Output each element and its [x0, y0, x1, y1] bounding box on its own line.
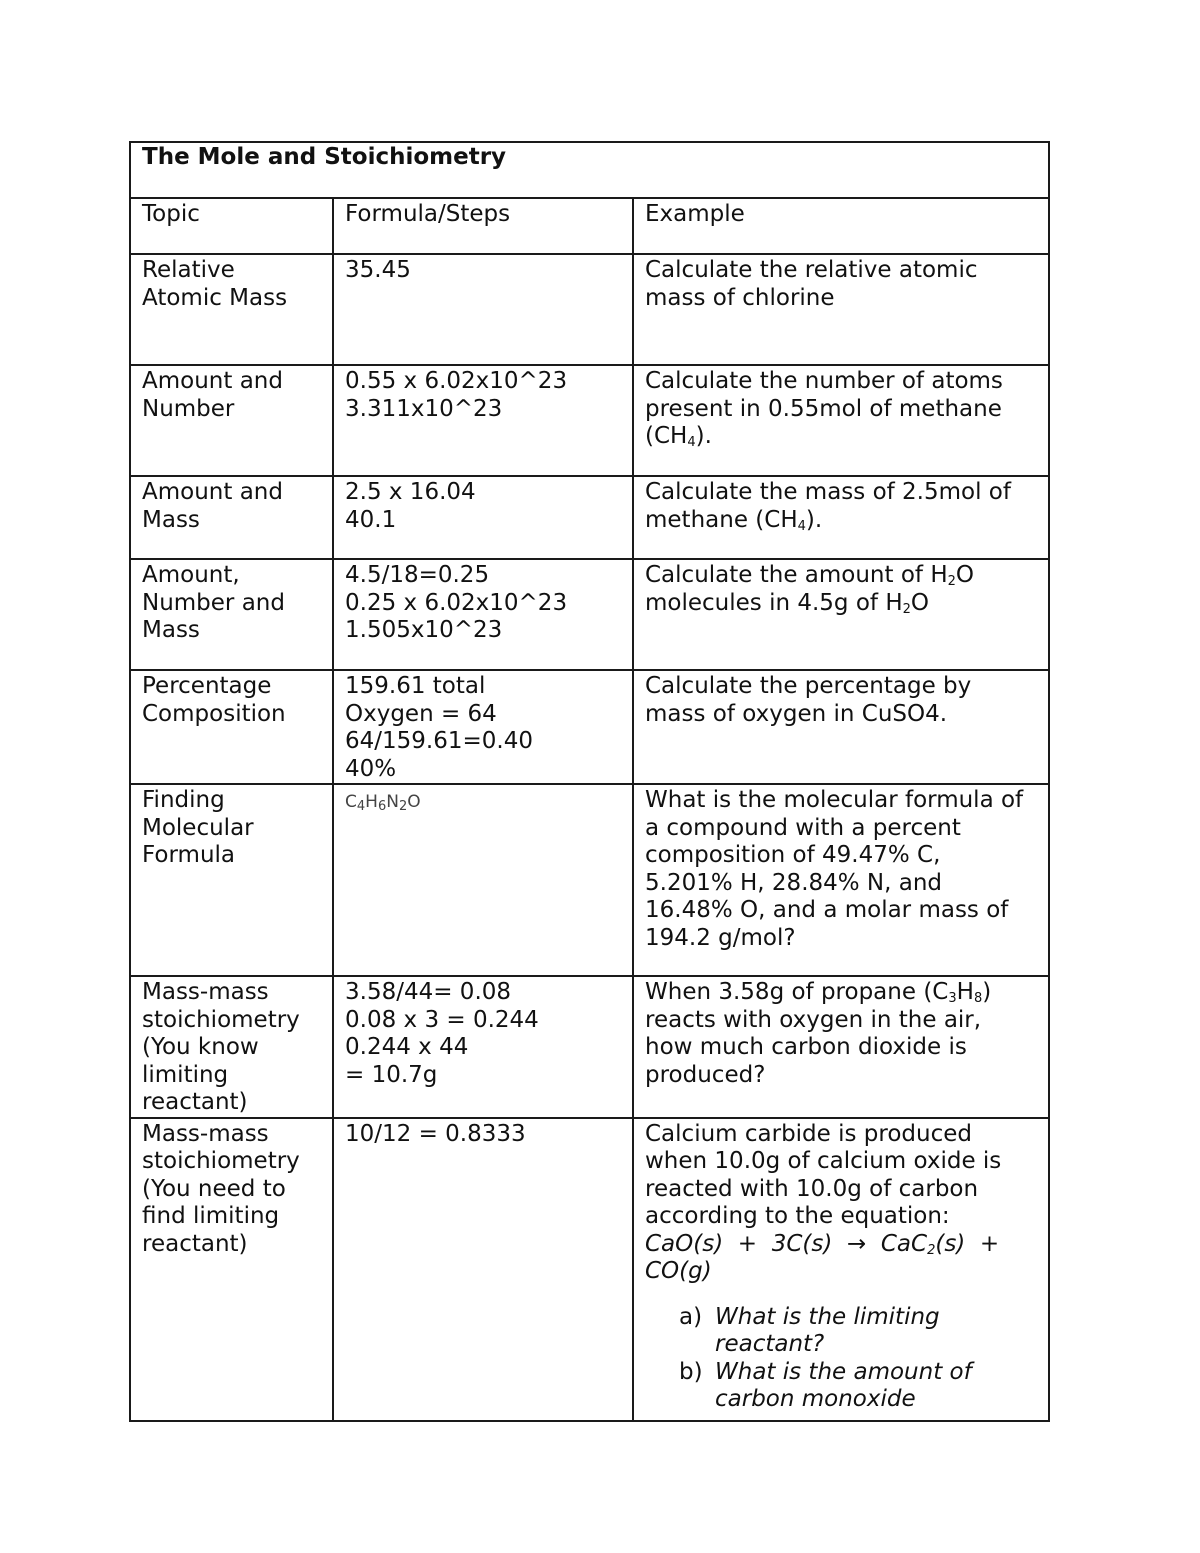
table-title: The Mole and Stoichiometry: [130, 142, 1049, 198]
table-row: [130, 1118, 1049, 1421]
list-item: a) What is the limiting reactant?: [679, 1303, 940, 1357]
formula-cell: 3.58/44= 0.08 0.08 x 3 = 0.244 0.244 x 44 = 10.7g: [333, 976, 633, 1118]
example-cell: Calculate the relative atomic mass of chlorine: [633, 254, 1049, 365]
topic-cell: Amount, Number and Mass: [130, 559, 333, 670]
header-topic: Topic: [130, 198, 333, 254]
stoichiometry-table: [129, 141, 1050, 1422]
topic-cell: Percentage Composition: [130, 670, 333, 784]
table-row: [130, 254, 1049, 365]
topic-cell: Amount and Mass: [130, 476, 333, 559]
formula-cell: [333, 784, 633, 976]
header-example: Example: [633, 198, 1049, 254]
example-cell: When 3.58g of propane $(C_3H_8)$ reacts with oxygen in the air, how much carbon dioxide is produced?: [633, 976, 1049, 1118]
topic-cell: Relative Atomic Mass: [130, 254, 333, 365]
formula-cell: 0.55 x 6.02x10^23 3.311x10^23: [333, 365, 633, 476]
formula-cell: 159.61 total Oxygen = 64 64/159.61=0.40 40%: [333, 670, 633, 784]
table-row: [130, 476, 1049, 559]
example-cell: What is the molecular formula of a compound with a percent composition of 49.47% C, 5.201% H, 28.84% N, and 16.48% O, and a molar mass of 194.2 g/mol?: [633, 784, 1049, 976]
formula-cell: 35.45: [333, 254, 633, 365]
formula-cell: 4.5/18=0.25 0.25 x 6.02x10^23 1.505x10^23: [333, 559, 633, 670]
table-row: [130, 976, 1049, 1118]
topic-cell: Amount and Number: [130, 365, 333, 476]
chemical-equation: CaO(s) + 3C(s) → CaC$_2$(s) +: [645, 1230, 1000, 1258]
topic-cell: Mass-mass stoichiometry (You need to find limiting reactant): [130, 1118, 333, 1421]
example-cell: Calculate the mass of 2.5mol of methane $(CH_4)$.: [633, 476, 1049, 559]
example-cell: Calculate the percentage by mass of oxygen in CuSO4.: [633, 670, 1049, 784]
table-row: [130, 670, 1049, 784]
formula-cell: 10/12 = 0.8333: [333, 1118, 633, 1421]
table-row: [130, 365, 1049, 476]
header-row: [130, 198, 1049, 254]
formula-cell: 2.5 x 16.04 40.1: [333, 476, 633, 559]
example-cell: Calculate the amount of $H_2O$ molecules in 4.5g of $H_2O$: [633, 559, 1049, 670]
topic-cell: Finding Molecular Formula: [130, 784, 333, 976]
example-cell: Calculate the number of atoms present in 0.55mol of methane $(CH_4)$.: [633, 365, 1049, 476]
question-list: [645, 1304, 1038, 1414]
table-row: [130, 559, 1049, 670]
topic-cell: Mass-mass stoichiometry (You know limiting reactant): [130, 976, 333, 1118]
molecular-formula: $C_4H_6N_2O$: [345, 792, 421, 814]
example-cell: Calcium carbide is produced when 10.0g of calcium oxide is reacted with 10.0g of carbon according to the equation: CaO(s) + 3C(s) → CaC$_2$(s) + CO(g) a) What is the limiting reactant? b) What is the amount of carbon monoxide: [633, 1118, 1049, 1421]
title-row: [130, 142, 1049, 198]
list-item: b) What is the amount of carbon monoxide: [679, 1358, 972, 1412]
table-row: [130, 784, 1049, 976]
header-formula: Formula/Steps: [333, 198, 633, 254]
document-page: [129, 141, 1048, 1422]
